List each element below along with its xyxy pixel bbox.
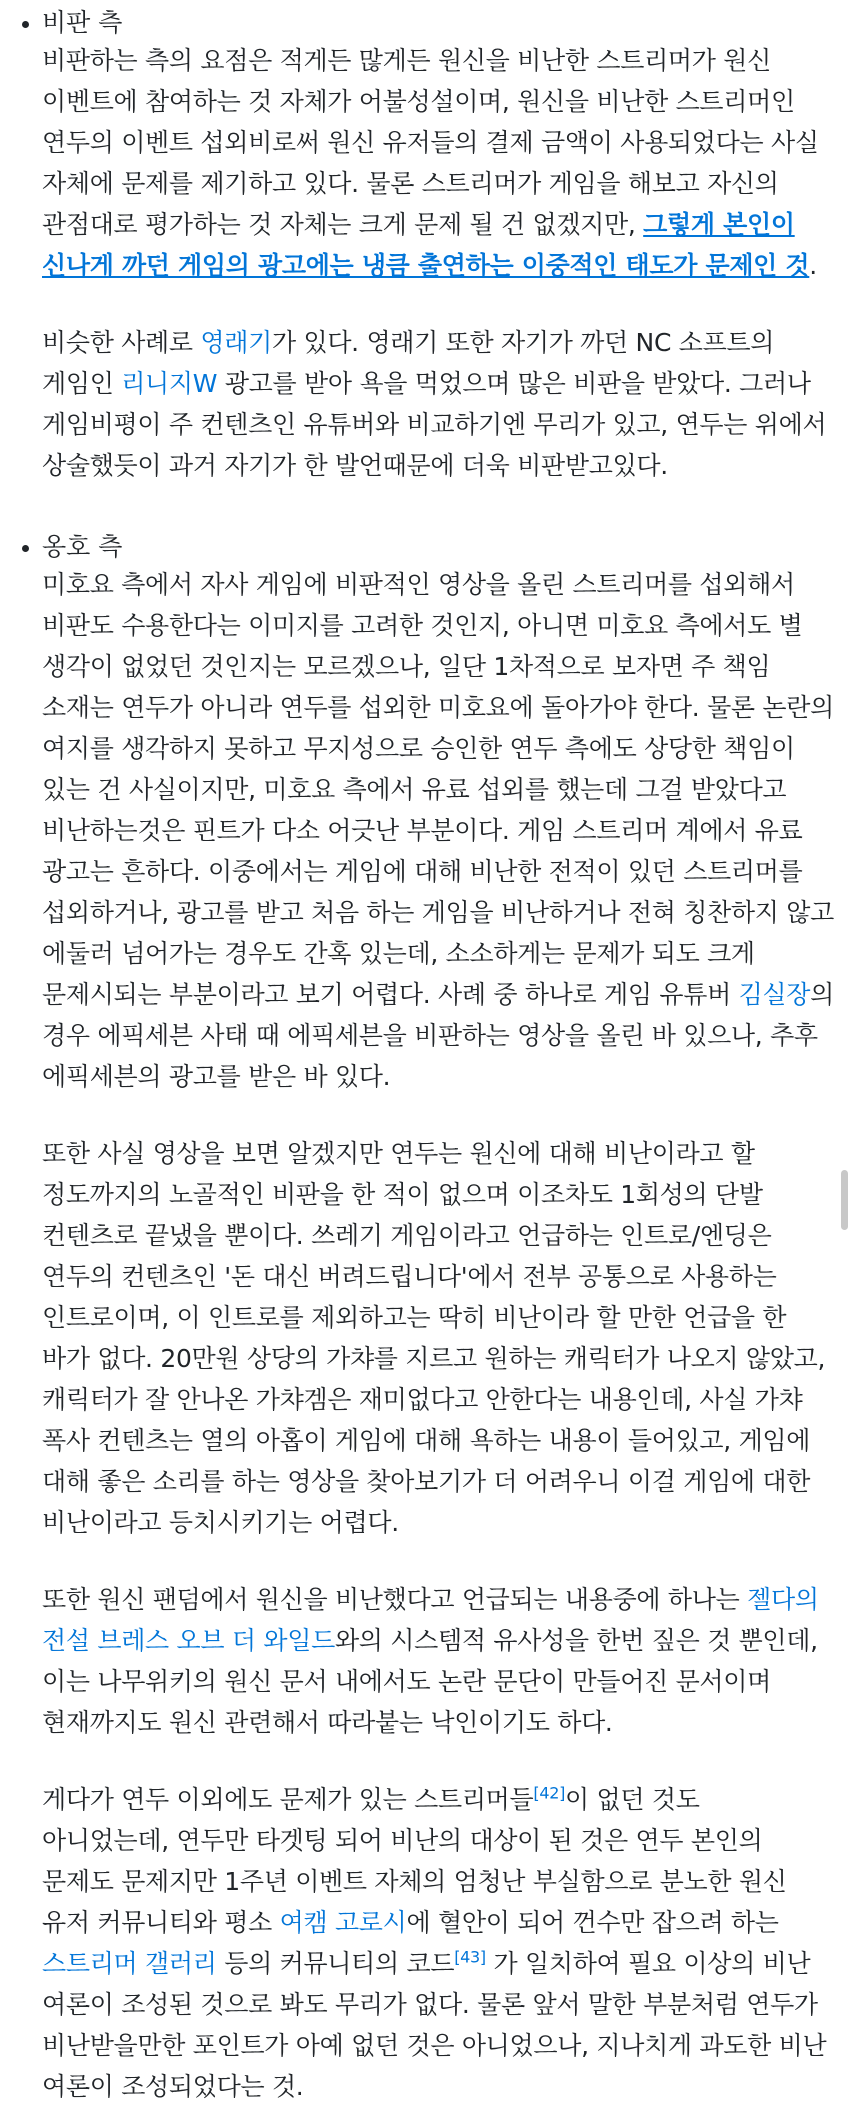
text-run: 가 있다. 영래기 또한 자기가 까던 NC 소프트의 게임인 <box>42 328 775 398</box>
text-run: 미호요 측에서 자사 게임에 비판적인 영상을 올린 스트리머를 섭외해서 비판도 수용한다는 이미지를 고려한 것인지, 아니면 미호요 측에서도 별 생각이 없었던 것인지는 모르겠으나, 일단 1차적으로 보자면 주 책임 소재는 연두가 아니라 연두를 섭외한 미호요에 돌아가야 한다. 물론 논란의 여지를 생각하지 못하고 무지성으로 승인한 연두 측에도 상당한 책임이 있는 건 사실이지만, 미호요 측에서 유료 섭외를 했는데 그걸 받았다고 비난하는것은 핀트가 다소 어긋난 부분이다. 게임 스트리머 계에서 유료 광고는 흔하다. 이중에서는 게임에 대해 비난한 전적이 있던 스트리머를 섭외하거나, 광고를 받고 처음 하는 게임을 비난하거나 전혀 칭찬하지 않고 에둘러 넘어가는 경우도 간혹 있는데, 소소하게는 문제가 되도 크게 문제시되는 부분이라고 보기 어렵다. 사례 중 하나로 게임 유튜버 <box>42 570 834 1009</box>
footnote-link[interactable]: [43] <box>454 1947 486 1967</box>
wiki-link[interactable]: 여캠 고로시 <box>279 1908 407 1937</box>
text-run: 가 일치하여 필요 이상의 비난 여론이 조성된 것으로 봐도 무리가 없다. 물론 앞서 말한 부분처럼 연두가 비난받을만한 포인트가 아예 없던 것은 아니었으나, 지나치게 과도한 비난 여론이 조성되었다는 것. <box>42 1949 827 2101</box>
scrollbar-thumb[interactable] <box>841 1170 848 1230</box>
wiki-link[interactable]: 리니지W <box>121 369 218 398</box>
article-content <box>14 0 834 2107</box>
wiki-link[interactable]: 김실장 <box>738 980 811 1009</box>
bullet-icon <box>22 21 29 28</box>
text-run: 게다가 연두 이외에도 문제가 있는 스트리머들 <box>42 1785 534 1814</box>
footnote-ref[interactable] <box>454 1948 486 1967</box>
section-criticism <box>14 0 834 486</box>
text-run: 비슷한 사례로 <box>42 328 201 357</box>
section-title: 옹호 측 <box>42 532 123 561</box>
wiki-link[interactable]: 영래기 <box>200 328 272 357</box>
wiki-link[interactable]: 젤다의 전설 브레스 오브 더 와일드 <box>42 1585 819 1655</box>
text-run: 비판하는 측의 요점은 적게든 많게든 원신을 비난한 스트리머가 원신 이벤트에 참여하는 것 자체가 어불성설이며, 원신을 비난한 스트리머인 연두의 이벤트 섭외비로써 원신 유저들의 결제 금액이 사용되었다는 사실 자체에 문제를 제기하고 있다. 물론 스트리머가 게임을 해보고 자신의 관점대로 평가하는 것 자체는 크게 문제 될 건 없겠지만, <box>42 46 819 239</box>
section-defense <box>14 524 834 2107</box>
text-run: 에 혈안이 되어 껀수만 잡으려 하는 <box>406 1908 779 1937</box>
text-run: 이 없던 것도 아니었는데, 연두만 타겟팅 되어 비난의 대상이 된 것은 연두 본인의 문제도 문제지만 1주년 이벤트 자체의 엄청난 부실함으로 분노한 원신 유저 커뮤니티와 평소 <box>42 1785 787 1937</box>
emphasized-text: 그렇게 본인이 신나게 까던 게임의 광고에는 냉큼 출연하는 이중적인 태도가 문제인 것 <box>42 210 810 280</box>
text-run: 광고를 받아 욕을 먹었으며 많은 비판을 받았다. 그러나 게임비평이 주 컨텐츠인 유튜버와 비교하기엔 무리가 있고, 연두는 위에서 상술했듯이 과거 자기가 한 발언때문에 더욱 비판받고있다. <box>42 369 827 480</box>
bullet-icon <box>22 545 29 552</box>
scrollbar[interactable] <box>838 0 850 2121</box>
footnote-ref[interactable] <box>533 1784 565 1803</box>
text-run: 등의 커뮤니티의 코드 <box>216 1949 455 1978</box>
paragraph <box>42 564 834 1097</box>
paragraph <box>42 40 834 286</box>
text-run: 또한 사실 영상을 보면 알겠지만 연두는 원신에 대해 비난이라고 할 정도까지의 노골적인 비판을 한 적이 없으며 이조차도 1회성의 단발 컨텐츠로 끝냈을 뿐이다. 쓰레기 게임이라고 언급하는 인트로/엔딩은 연두의 컨텐츠인 '돈 대신 버려드립니다'에서 전부 공통으로 사용하는 인트로이며, 이 인트로를 제외하고는 딱히 비난이라 할 만한 언급을 한 바가 없다. 20만원 상당의 가챠를 지르고 원하는 캐릭터가 나오지 않았고, 캐릭터가 잘 안나온 가챠겜은 재미없다고 안한다는 내용인데, 사실 가챠 폭사 컨텐츠는 열의 아홉이 게임에 대해 욕하는 내용이 들어있고, 게임에 대해 좋은 소리를 하는 영상을 찾아보기가 더 어려우니 이걸 게임에 대한 비난이라고 등치시키기는 어렵다. <box>42 1139 826 1537</box>
text-run: . <box>809 251 817 280</box>
text-run: 와의 시스템적 유사성을 한번 짚은 것 뿐인데, 이는 나무위키의 원신 문서 내에서도 논란 문단이 만들어진 문서이며 현재까지도 원신 관련해서 따라붙는 낙인이기도 하다. <box>42 1626 818 1737</box>
section-title: 비판 측 <box>42 8 123 37</box>
footnote-link[interactable]: [42] <box>533 1783 566 1803</box>
text-run: 또한 원신 팬덤에서 원신을 비난했다고 언급되는 내용중에 하나는 <box>42 1585 748 1614</box>
paragraph <box>42 1133 834 1543</box>
paragraph <box>42 1579 834 1743</box>
wiki-link[interactable]: 스트리머 갤러리 <box>42 1949 217 1978</box>
text-run: 의 경우 에픽세븐 사태 때 에픽세븐을 비판하는 영상을 올린 바 있으나, 추후 에픽세븐의 광고를 받은 바 있다. <box>42 980 834 1091</box>
paragraph <box>42 322 834 486</box>
paragraph <box>42 1779 834 2107</box>
